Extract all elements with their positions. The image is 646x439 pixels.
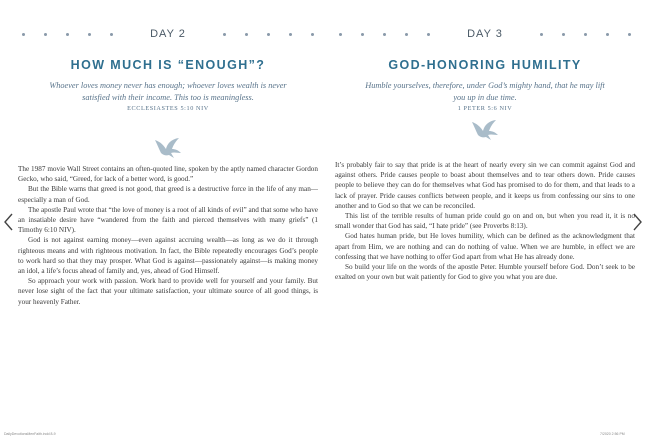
day-header <box>18 28 318 42</box>
devotion-title: GOD-HONORING HUMILITY <box>388 58 582 72</box>
scripture-verse <box>365 80 605 115</box>
day-label: DAY 3 <box>467 28 503 40</box>
verse-reference: ECCLESIASTES 5:10 NIV <box>127 105 209 112</box>
day-header <box>335 28 635 42</box>
right-page <box>335 0 635 439</box>
body-paragraph: This list of the terrible results of human pride could go on and on, but when you read it, it is no small wonder that God has said, “I hate pride” (see Proverbs 8:13). <box>335 212 635 231</box>
body-paragraph: But the Bible warns that greed is not good, that greed is a destructive force in the life of any man—especially a man of God. <box>18 185 318 204</box>
print-timestamp: 7/2020 2:56 PM <box>600 432 625 436</box>
body-paragraph: So approach your work with passion. Work hard to provide well for yourself and your family. But never lose sight of the fact that your ultimate satisfaction, your ultimate source of all good things, is your heavenly Father. <box>18 277 318 306</box>
devotion-body <box>335 160 635 282</box>
body-paragraph: It’s probably fair to say that pride is at the heart of nearly every sin we can commit against God and against others. Pride causes people to boast about themselves and to tear others down. Pride causes people to believe they can do for themselves what God has promised to do for them, and that leads to a lack of prayer. Pride causes conflicts between people, and it keeps us from confessing our sins to one another and to God so that we can be reconciled. <box>335 161 635 210</box>
verse-reference: 1 PETER 5:6 NIV <box>457 105 513 112</box>
devotion-body <box>18 164 318 307</box>
scripture-verse <box>48 80 288 115</box>
file-slug: DailyDevotionsMenFaith.indd 8-9 <box>4 432 56 436</box>
verse-text: Whoever loves money never has enough; whoever loves wealth is never satisfied with their income. This too is meaningless. <box>49 81 287 102</box>
body-paragraph: God hates human pride, but He loves humility, which can be defined as the acknowledgment that apart from Him, we are nothing and can do nothing of value. When we are humble, in effect we are confessing that we have nothing to offer God apart from what He has already done. <box>335 232 635 261</box>
dove-icon <box>152 136 184 160</box>
body-paragraph: The apostle Paul wrote that “the love of money is a root of all kinds of evil” and that some who have an insatiable desire have “wandered from the faith and pierced themselves with many griefs” (1 Timothy 6:10 NIV). <box>18 205 318 235</box>
chevron-right-icon[interactable] <box>630 212 644 232</box>
body-paragraph: God is not against earning money—even against accruing wealth—as long as we do it through righteous means and with righteous motivation. In fact, the Bible repeatedly encourages God’s people to work hard so that they may prosper. What God is against—passionately against—is making money an idol, a life’s focus ahead of family and, yes, ahead of God Himself. <box>18 236 318 276</box>
body-paragraph: So build your life on the words of the apostle Peter. Humble yourself before God. Don’t seek to be exalted on your own but wait patiently for God to give you what you are due. <box>335 263 635 282</box>
body-paragraph: The 1987 movie Wall Street contains an often-quoted line, spoken by the aptly named character Gordon Gecko, who said, “Greed, for lack of a better word, is good.” <box>18 165 318 184</box>
day-label: DAY 2 <box>150 28 186 40</box>
chevron-left-icon[interactable] <box>2 212 16 232</box>
dove-icon <box>469 118 501 142</box>
left-page <box>18 0 318 439</box>
verse-text: Humble yourselves, therefore, under God’s mighty hand, that he may lift you up in due time. <box>365 81 605 102</box>
devotion-title: HOW MUCH IS “ENOUGH”? <box>70 58 266 72</box>
